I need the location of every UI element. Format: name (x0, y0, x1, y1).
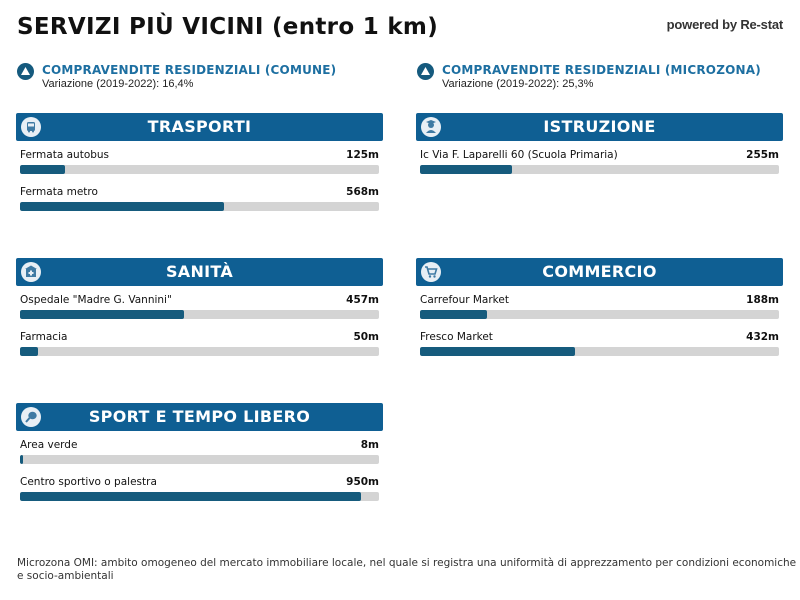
service-distance: 8m (360, 439, 379, 451)
service-distance: 457m (346, 294, 379, 306)
service-name: Fermata autobus (20, 149, 110, 161)
distance-bar-fill (20, 202, 224, 211)
service-name: Carrefour Market (420, 294, 509, 306)
distance-bar-track (420, 347, 779, 356)
section-header (16, 113, 383, 141)
list-item (19, 294, 380, 331)
section-header (16, 258, 383, 286)
section-title: COMMERCIO (542, 262, 657, 281)
distance-bar-fill (20, 455, 23, 464)
section-title: SANITÀ (165, 262, 234, 281)
list-item (19, 331, 380, 368)
list-item (19, 186, 380, 223)
list-item (19, 439, 380, 476)
section-header (416, 113, 783, 141)
list-item (19, 476, 380, 513)
triangle-up-icon (417, 63, 434, 80)
list-item (19, 149, 380, 186)
variation-title: COMPRAVENDITE RESIDENZIALI (COMUNE) (42, 63, 337, 77)
section-commercio (416, 258, 783, 368)
variation-value: Variazione (2019-2022): 25,3% (442, 78, 594, 90)
distance-bar-track (20, 202, 379, 211)
variation-title: COMPRAVENDITE RESIDENZIALI (MICROZONA) (442, 63, 761, 77)
distance-bar-track (20, 492, 379, 501)
distance-bar-fill (20, 347, 38, 356)
service-distance: 255m (746, 149, 779, 161)
section-istruzione (416, 113, 783, 186)
list-item (419, 331, 780, 368)
service-name: Ic Via F. Laparelli 60 (Scuola Primaria) (420, 149, 618, 161)
distance-bar-track (20, 455, 379, 464)
section-title: SPORT E TEMPO LIBERO (88, 407, 311, 426)
service-name: Area verde (20, 439, 78, 451)
distance-bar-track (420, 165, 779, 174)
service-name: Ospedale "Madre G. Vannini" (20, 294, 172, 306)
service-distance: 50m (353, 331, 379, 343)
list-item (419, 294, 780, 331)
section-sport (16, 403, 383, 513)
footnote: Microzona OMI: ambito omogeneo del mercato immobiliare locale, nel quale si registra una uniformità di apprezzamento per condizioni economiche e socio-ambientali (17, 557, 797, 582)
distance-bar-fill (420, 165, 512, 174)
list-item (419, 149, 780, 186)
service-distance: 432m (746, 331, 779, 343)
distance-bar-track (20, 310, 379, 319)
section-header (16, 403, 383, 431)
variation-value: Variazione (2019-2022): 16,4% (42, 78, 194, 90)
section-title: TRASPORTI (147, 117, 252, 136)
service-name: Fresco Market (420, 331, 493, 343)
distance-bar-fill (20, 310, 184, 319)
service-name: Centro sportivo o palestra (20, 476, 157, 488)
service-distance: 125m (346, 149, 379, 161)
distance-bar-track (420, 310, 779, 319)
section-trasporti (16, 113, 383, 223)
powered-by-logo: powered by Re-stat (666, 17, 783, 32)
service-name: Fermata metro (20, 186, 98, 198)
service-distance: 568m (346, 186, 379, 198)
distance-bar-fill (420, 310, 487, 319)
service-distance: 950m (346, 476, 379, 488)
distance-bar-track (20, 165, 379, 174)
service-distance: 188m (746, 294, 779, 306)
section-title: ISTRUZIONE (543, 117, 656, 136)
distance-bar-fill (420, 347, 575, 356)
page-title: SERVIZI PIÙ VICINI (entro 1 km) (17, 14, 439, 40)
distance-bar-fill (20, 165, 65, 174)
section-sanita (16, 258, 383, 368)
distance-bar-track (20, 347, 379, 356)
triangle-up-icon (17, 63, 34, 80)
service-name: Farmacia (20, 331, 68, 343)
distance-bar-fill (20, 492, 361, 501)
section-header (416, 258, 783, 286)
